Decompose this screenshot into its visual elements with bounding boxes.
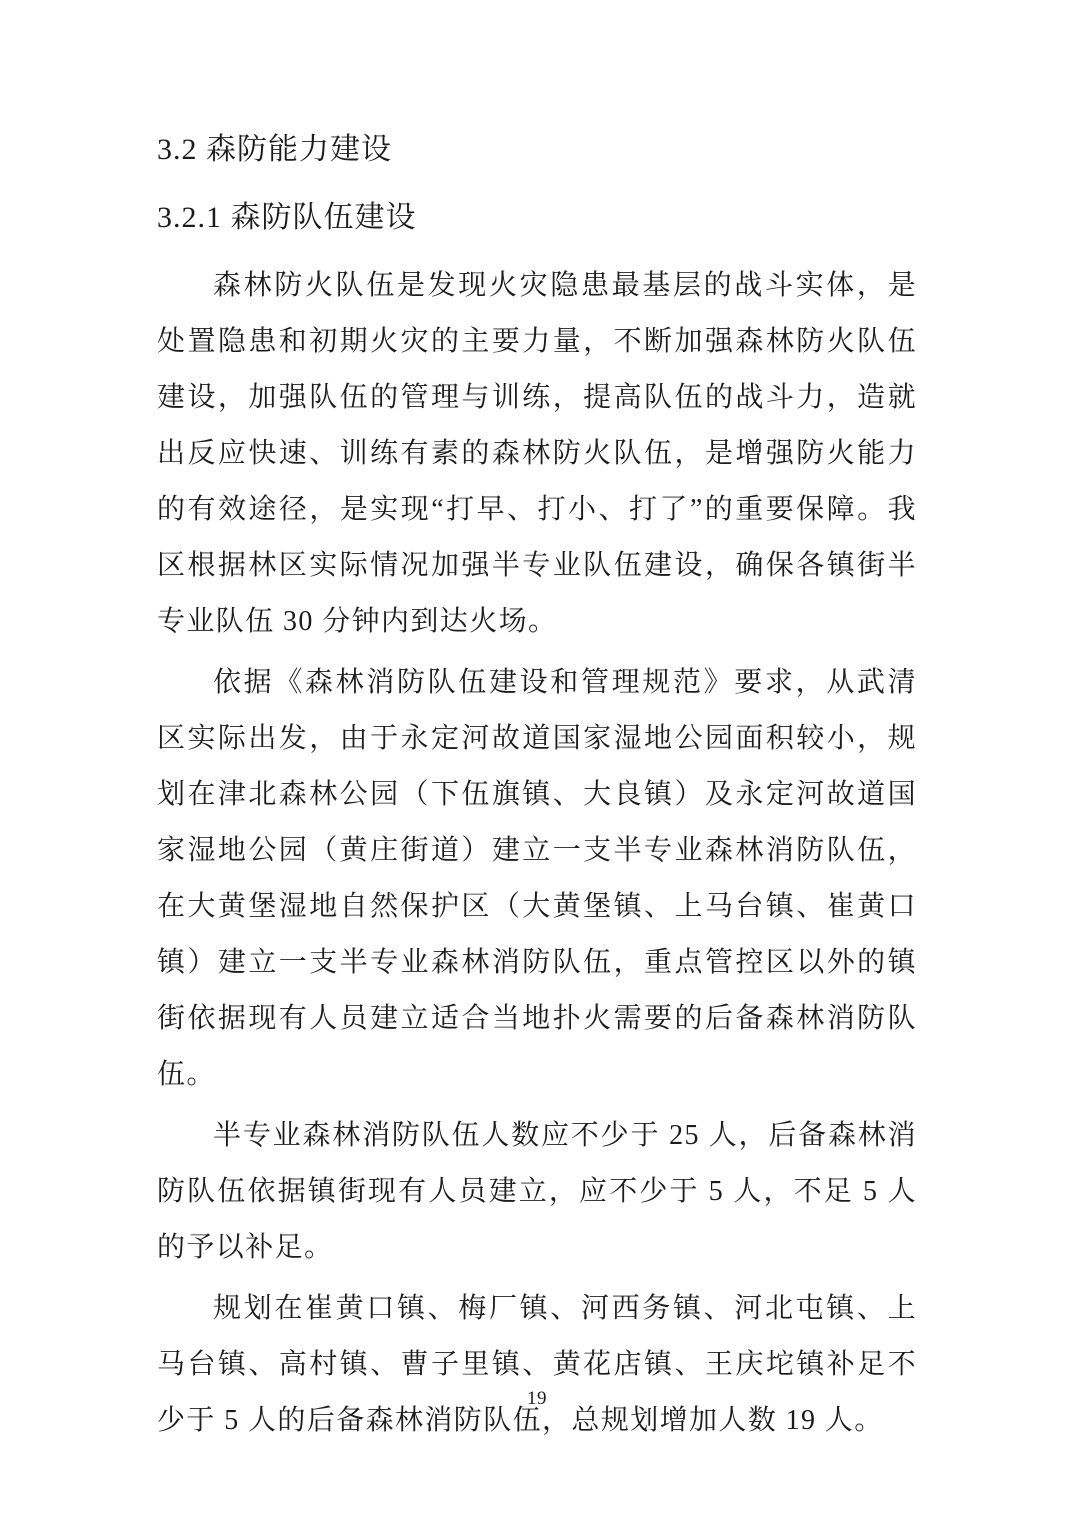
- subsection-heading: 3.2.1 森防队伍建设: [157, 201, 417, 234]
- body-paragraphs: [157, 258, 917, 1449]
- paragraph: 依据《森林消防队伍建设和管理规范》要求，从武清区实际出发，由于永定河故道国家湿地公园面积较小，规划在津北森林公园（下伍旗镇、大良镇）及永定河故道国家湿地公园（黄庄街道）建立一支半专业森林消防队伍，在大黄堡湿地自然保护区（大黄堡镇、上马台镇、崔黄口镇）建立一支半专业森林消防队伍，重点管控区以外的镇街依据现有人员建立适合当地扑火需要的后备森林消防队伍。: [157, 667, 917, 1090]
- paragraph: 规划在崔黄口镇、梅厂镇、河西务镇、河北屯镇、上马台镇、高村镇、曹子里镇、黄花店镇、王庆坨镇补足不少于 5 人的后备森林消防队伍，总规划增加人数 19 人。: [157, 1293, 917, 1436]
- paragraph: 森林防火队伍是发现火灾隐患最基层的战斗实体，是处置隐患和初期火灾的主要力量，不断加强森林防火队伍建设，加强队伍的管理与训练，提高队伍的战斗力，造就出反应快速、训练有素的森林防火队伍，是增强防火能力的有效途径，是实现“打早、打小、打了”的重要保障。我区根据林区实际情况加强半专业队伍建设，确保各镇街半专业队伍 30 分钟内到达火场。: [157, 270, 917, 637]
- page-number: 19: [527, 1388, 547, 1409]
- section-heading: 3.2 森防能力建设: [157, 133, 392, 166]
- paragraph: 半专业森林消防队伍人数应不少于 25 人，后备森林消防队伍依据镇街现有人员建立，应不少于 5 人，不足 5 人的予以补足。: [157, 1120, 917, 1263]
- text-block: [157, 0, 917, 1454]
